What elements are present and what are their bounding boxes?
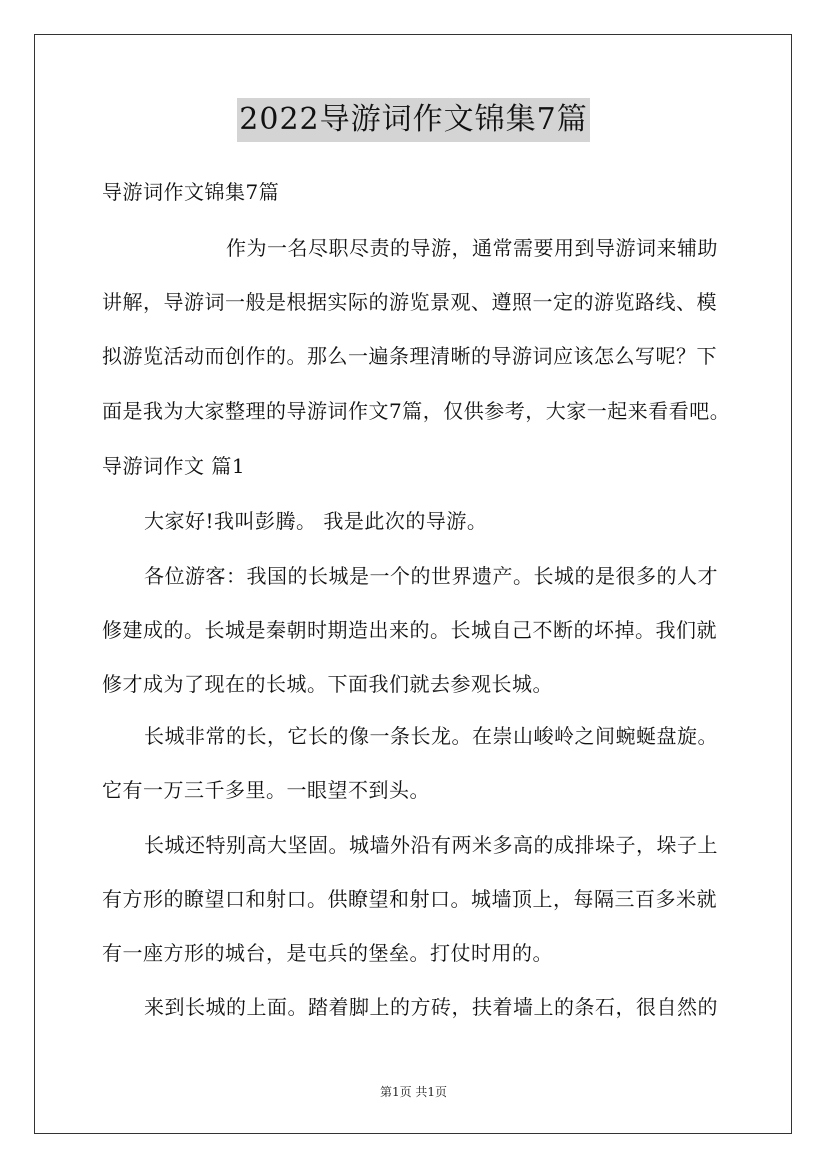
title-container [0,98,827,142]
section-heading: 导游词作文 篇1 [102,454,246,478]
intro-line: 拟游览活动而创作的。那么一遍条理清晰的导游词应该怎么写呢？下 [102,344,717,368]
paragraph-line: 大家好!我叫彭腾。 我是此次的导游。 [144,509,488,533]
paragraph-line: 有一座方形的城台，是屯兵的堡垒。打仗时用的。 [102,941,553,965]
paragraph-line: 长城还特别高大坚固。城墙外沿有两米多高的成排垛子，垛子上 [144,833,718,857]
paragraph-line: 修建成的。长城是秦朝时期造出来的。长城自己不断的坏掉。我们就 [102,618,717,642]
intro-line: 面是我为大家整理的导游词作文7篇，仅供参考，大家一起来看看吧。 [102,399,731,423]
intro-line: 讲解，导游词一般是根据实际的游览景观、遵照一定的游览路线、模 [102,290,717,314]
document-subtitle: 导游词作文锦集7篇 [102,180,280,204]
paragraph-line: 修才成为了现在的长城。下面我们就去参观长城。 [102,672,553,696]
paragraph-line: 它有一万三千多里。一眼望不到头。 [102,778,430,802]
paragraph-line: 各位游客：我国的长城是一个的世界遗产。长城的是很多的人才 [144,564,718,588]
intro-line: 作为一名尽职尽责的导游，通常需要用到导游词来辅助 [226,236,718,260]
page-footer: 第1页 共1页 [379,1085,448,1099]
document-title: 2022导游词作文锦集7篇 [237,98,589,142]
paragraph-line: 长城非常的长，它长的像一条长龙。在崇山峻岭之间蜿蜒盘旋。 [144,724,718,748]
paragraph-line: 有方形的瞭望口和射口。供瞭望和射口。城墙顶上，每隔三百多米就 [102,887,717,911]
paragraph-line: 来到长城的上面。踏着脚上的方砖，扶着墙上的条石，很自然的 [144,995,718,1019]
